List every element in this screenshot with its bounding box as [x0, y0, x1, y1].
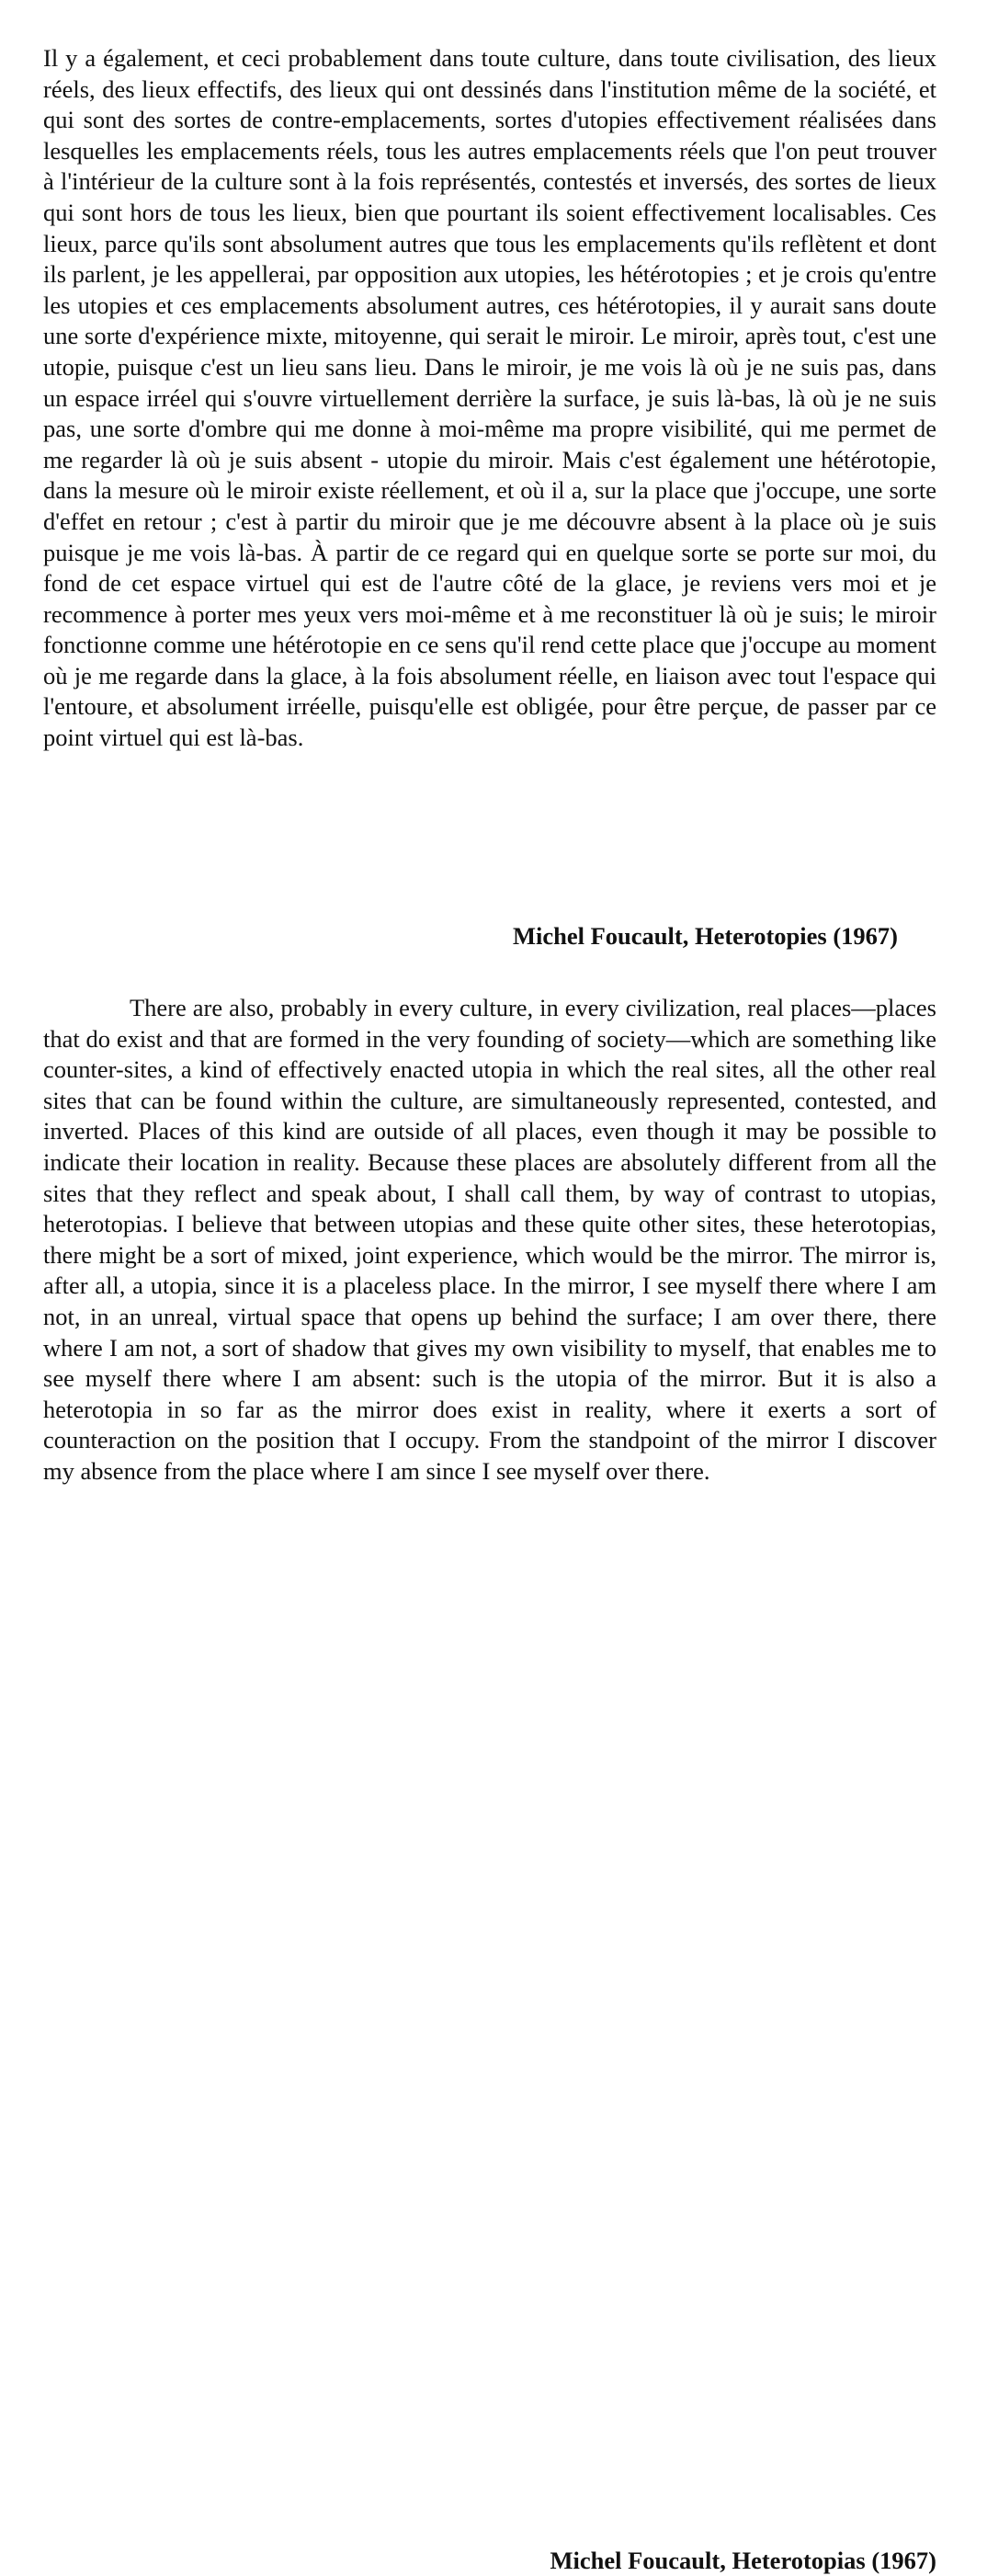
french-attribution: Michel Foucault, Heterotopies (1967)	[512, 922, 898, 950]
french-excerpt	[43, 43, 936, 950]
english-attribution: Michel Foucault, Heterotopias (1967)	[550, 2547, 936, 2574]
english-quote-text: There are also, probably in every culture, in every civilization, real places—places that do exist and that are formed in the very founding of society—which are something like counter-sites, a kind of effectively enacted utopia in which the real sites, all the other real sites that can be found within the culture, are simultaneously represented, contested, and inverted. Places of this kind are outside of all places, even though it may be possible to indicate their location in reality. Because these places are absolutely different from all the sites that they reflect and speak about, I shall call them, by way of contrast to utopias, heterotopias. I believe that between utopias and these quite other sites, these heterotopias, there might be a sort of mixed, joint experience, which would be the mirror. The mirror is, after all, a utopia, since it is a placeless place. In the mirror, I see myself there where I am not, in an unreal, virtual space that opens up behind the surface; I am over there, there where I am not, a sort of shadow that gives my own visibility to myself, that enables me to see myself there where I am absent: such is the utopia of the mirror. But it is also a heterotopia in so far as the mirror does exist in reality, where it exerts a sort of counteraction on the position that I occupy. From the standpoint of the mirror I discover my absence from the place where I am since I see myself over there.	[43, 994, 936, 1485]
french-quote-text: Il y a également, et ceci probablement dans toute culture, dans toute civilisation, des lieux réels, des lieux effectifs, des lieux qui ont dessinés dans l'institution même de la société, et qui sont des sortes de contre-emplacements, sortes d'utopies effectivement réalisées dans lesquelles les emplacements réels, tous les autres emplacements réels que l'on peut trouver à l'intérieur de la culture sont à la fois représentés, contestés et inversés, des sortes de lieux qui sont hors de tous les lieux, bien que pourtant ils soient effectivement localisables. Ces lieux, parce qu'ils sont absolument autres que tous les emplacements qu'ils reflètent et dont ils parlent, je les appellerai, par opposition aux utopies, les hétérotopies ; et je crois qu'entre les utopies et ces emplacements absolument autres, ces hétérotopies, il y aurait sans doute une sorte d'expérience mixte, mitoyenne, qui serait le miroir. Le miroir, après tout, c'est une utopie, puisque c'est un lieu sans lieu. Dans le miroir, je me vois là où je ne suis pas, dans un espace irréel qui s'ouvre virtuellement derrière la surface, je suis là-bas, là où je ne suis pas, une sorte d'ombre qui me donne à moi-même ma propre visibilité, qui me permet de me regarder là où je suis absent - utopie du miroir. Mais c'est également une hétérotopie, dans la mesure où le miroir existe réellement, et où il a, sur la place que j'occupe, une sorte d'effet en retour ; c'est à partir du miroir que je me découvre absent à la place où je suis puisque je me vois là-bas. À partir de ce regard qui en quelque sorte se porte sur moi, du fond de cet espace virtuel qui est de l'autre côté de la glace, je reviens vers moi et je recommence à porter mes yeux vers moi-même et à me reconstituer là où je suis; le miroir fonctionne comme une hétérotopie en ce sens qu'il rend cette place que j'occupe au moment où je me regarde dans la glace, à la fois absolument réelle, en liaison avec tout l'espace qui l'entoure, et absolument irréelle, puisqu'elle est obligée, pour être perçue, de passer par ce point virtuel qui est là-bas.	[43, 44, 936, 752]
english-excerpt	[43, 993, 936, 2574]
